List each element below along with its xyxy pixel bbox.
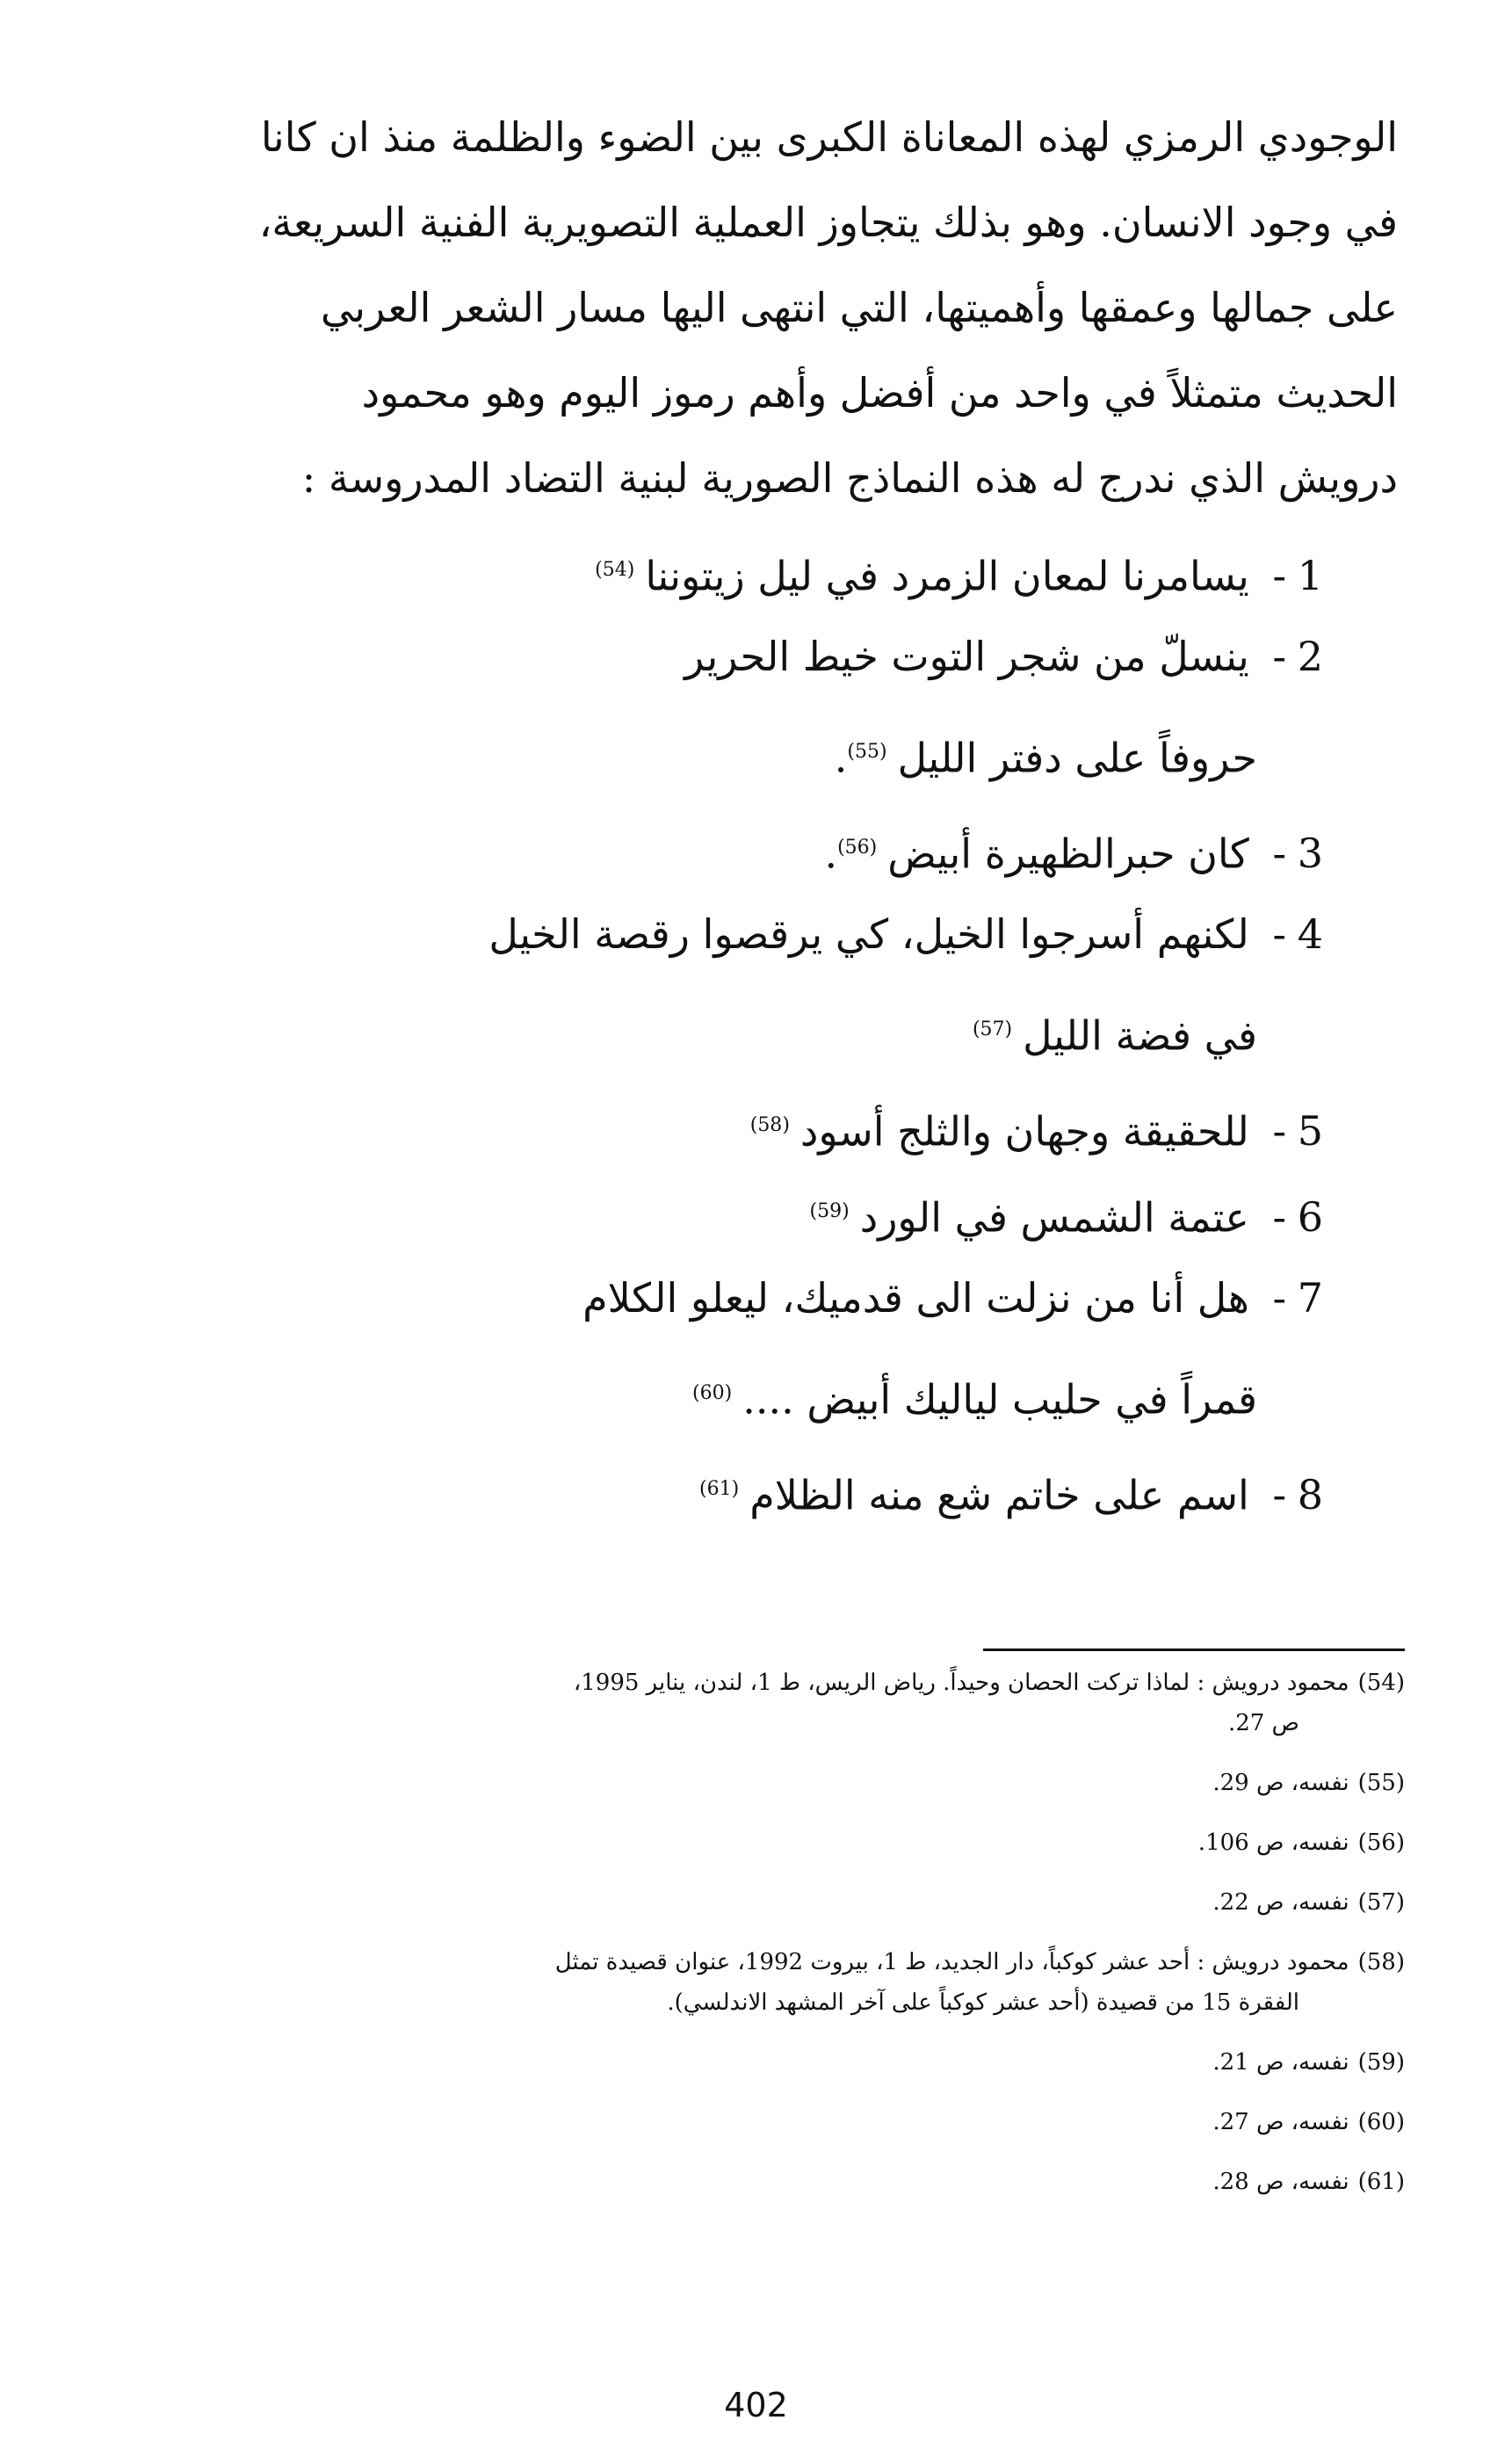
verse-list	[264, 527, 1323, 1533]
intro-paragraph	[114, 95, 1398, 521]
footnote-ref: (58)	[749, 1114, 790, 1136]
verse-number: 5	[1297, 1107, 1323, 1156]
footnotes	[114, 1663, 1405, 2221]
footnote-number: (54)	[1357, 1670, 1405, 1696]
verse-4-continuation	[264, 977, 1323, 1083]
footnote-text: نفسه، ص 21.	[1212, 2049, 1349, 2076]
footnote-ref: (60)	[692, 1382, 733, 1404]
verse-text: يسامرنا لمعان الزمرد في ليل زيتوننا	[645, 552, 1249, 600]
footnote-number: (58)	[1357, 1949, 1405, 1975]
verse-text: كان حبرالظهيرة أبيض	[887, 830, 1249, 878]
intro-line: على جمالها وعمقها وأهميتها، التي انتهى اليها مسار الشعر العربي	[320, 284, 1398, 331]
verse-7-continuation	[264, 1341, 1323, 1446]
verse-text: قمراً في حليب لياليك أبيض ....	[742, 1375, 1257, 1424]
footnote-number: (56)	[1357, 1830, 1405, 1856]
footnote-number: (60)	[1357, 2109, 1405, 2135]
verse-text: حروفاً على دفتر الليل	[897, 734, 1257, 782]
footnote-text-continuation: ص 27.	[1227, 1710, 1299, 1736]
intro-line: الحديث متمثلاً في واحد من أفضل وأهم رموز اليوم وهو محمود	[361, 369, 1398, 417]
footnote-ref: (61)	[699, 1478, 740, 1500]
verse-text: لكنهم أسرجوا الخيل، كي يرقصوا رقصة الخيل	[488, 910, 1249, 958]
verse-tail: .	[834, 734, 848, 782]
verse-text: هل أنا من نزلت الى قدميك، ليعلو الكلام	[582, 1274, 1249, 1322]
footnote-ref: (57)	[972, 1018, 1013, 1040]
footnote-56	[114, 1822, 1405, 1863]
footnote-text: نفسه، ص 27.	[1212, 2109, 1349, 2135]
footnote-number: (57)	[1357, 1889, 1405, 1916]
verse-dash: -	[1272, 830, 1286, 878]
verse-text: اسم على خاتم شع منه الظلام	[749, 1471, 1249, 1519]
verse-5	[264, 1083, 1323, 1169]
verse-dash: -	[1272, 552, 1286, 600]
footnote-ref: (55)	[847, 741, 887, 763]
footnote-60	[114, 2102, 1405, 2142]
verse-1	[264, 527, 1323, 613]
verse-dash: -	[1272, 910, 1286, 958]
verse-number: 2	[1297, 633, 1323, 680]
verse-3	[264, 805, 1323, 891]
verse-number: 4	[1297, 910, 1323, 958]
footnote-text: نفسه، ص 22.	[1212, 1889, 1349, 1916]
intro-line: في وجود الانسان. وهو بذلك يتجاوز العملية التصويرية الفنية السريعة،	[258, 199, 1398, 246]
verse-6	[264, 1169, 1323, 1255]
verse-dash: -	[1272, 1193, 1286, 1242]
footnote-number: (55)	[1357, 1770, 1405, 1796]
verse-7	[264, 1255, 1323, 1341]
verse-2-continuation	[264, 699, 1323, 805]
footnote-text: نفسه، ص 106.	[1197, 1830, 1349, 1856]
footnote-divider	[983, 1649, 1405, 1651]
verse-number: 7	[1297, 1274, 1323, 1322]
verse-dash: -	[1272, 1107, 1286, 1156]
footnote-61	[114, 2162, 1405, 2202]
footnote-text: محمود درويش : لماذا تركت الحصان وحيداً. رياض الريس، ط 1، لندن، يناير 1995،	[573, 1670, 1349, 1696]
verse-text: في فضة الليل	[1023, 1011, 1257, 1060]
verse-number: 1	[1297, 552, 1323, 600]
intro-line: الوجودي الرمزي لهذه المعاناة الكبرى بين الضوء والظلمة منذ ان كانا	[260, 113, 1398, 161]
footnote-55	[114, 1763, 1405, 1803]
verse-2	[264, 613, 1323, 699]
verse-dash: -	[1272, 633, 1286, 680]
verse-8	[264, 1446, 1323, 1533]
verse-number: 3	[1297, 830, 1323, 878]
verse-dash: -	[1272, 1274, 1286, 1322]
intro-line: درويش الذي ندرج له هذه النماذج الصورية لبنية التضاد المدروسة :	[301, 454, 1398, 502]
verse-tail: .	[824, 830, 838, 878]
footnote-number: (61)	[1357, 2169, 1405, 2195]
footnote-59	[114, 2042, 1405, 2083]
verse-number: 8	[1297, 1471, 1323, 1519]
footnote-ref: (59)	[809, 1200, 850, 1222]
footnote-54	[114, 1663, 1405, 1743]
verse-text: عتمة الشمس في الورد	[859, 1193, 1249, 1242]
verse-4	[264, 891, 1323, 977]
page-number: 402	[724, 2386, 788, 2424]
footnote-text-continuation: الفقرة 15 من قصيدة (أحد عشر كوكباً على آخر المشهد الاندلسي).	[667, 1989, 1299, 2016]
footnote-58	[114, 1942, 1405, 2023]
footnote-text: نفسه، ص 29.	[1212, 1770, 1349, 1796]
footnote-ref: (56)	[837, 837, 878, 859]
footnote-ref: (54)	[595, 559, 635, 581]
footnote-text: نفسه، ص 28.	[1212, 2169, 1349, 2195]
footnote-number: (59)	[1357, 2049, 1405, 2076]
verse-dash: -	[1272, 1471, 1286, 1519]
verse-text: للحقيقة وجهان والثلج أسود	[799, 1107, 1249, 1156]
verse-number: 6	[1297, 1193, 1323, 1242]
footnote-text: محمود درويش : أحد عشر كوكباً، دار الجديد، ط 1، بيروت 1992، عنوان قصيدة تمثل	[554, 1949, 1349, 1975]
verse-text: ينسلّ من شجر التوت خيط الحرير	[684, 633, 1249, 680]
footnote-57	[114, 1882, 1405, 1923]
